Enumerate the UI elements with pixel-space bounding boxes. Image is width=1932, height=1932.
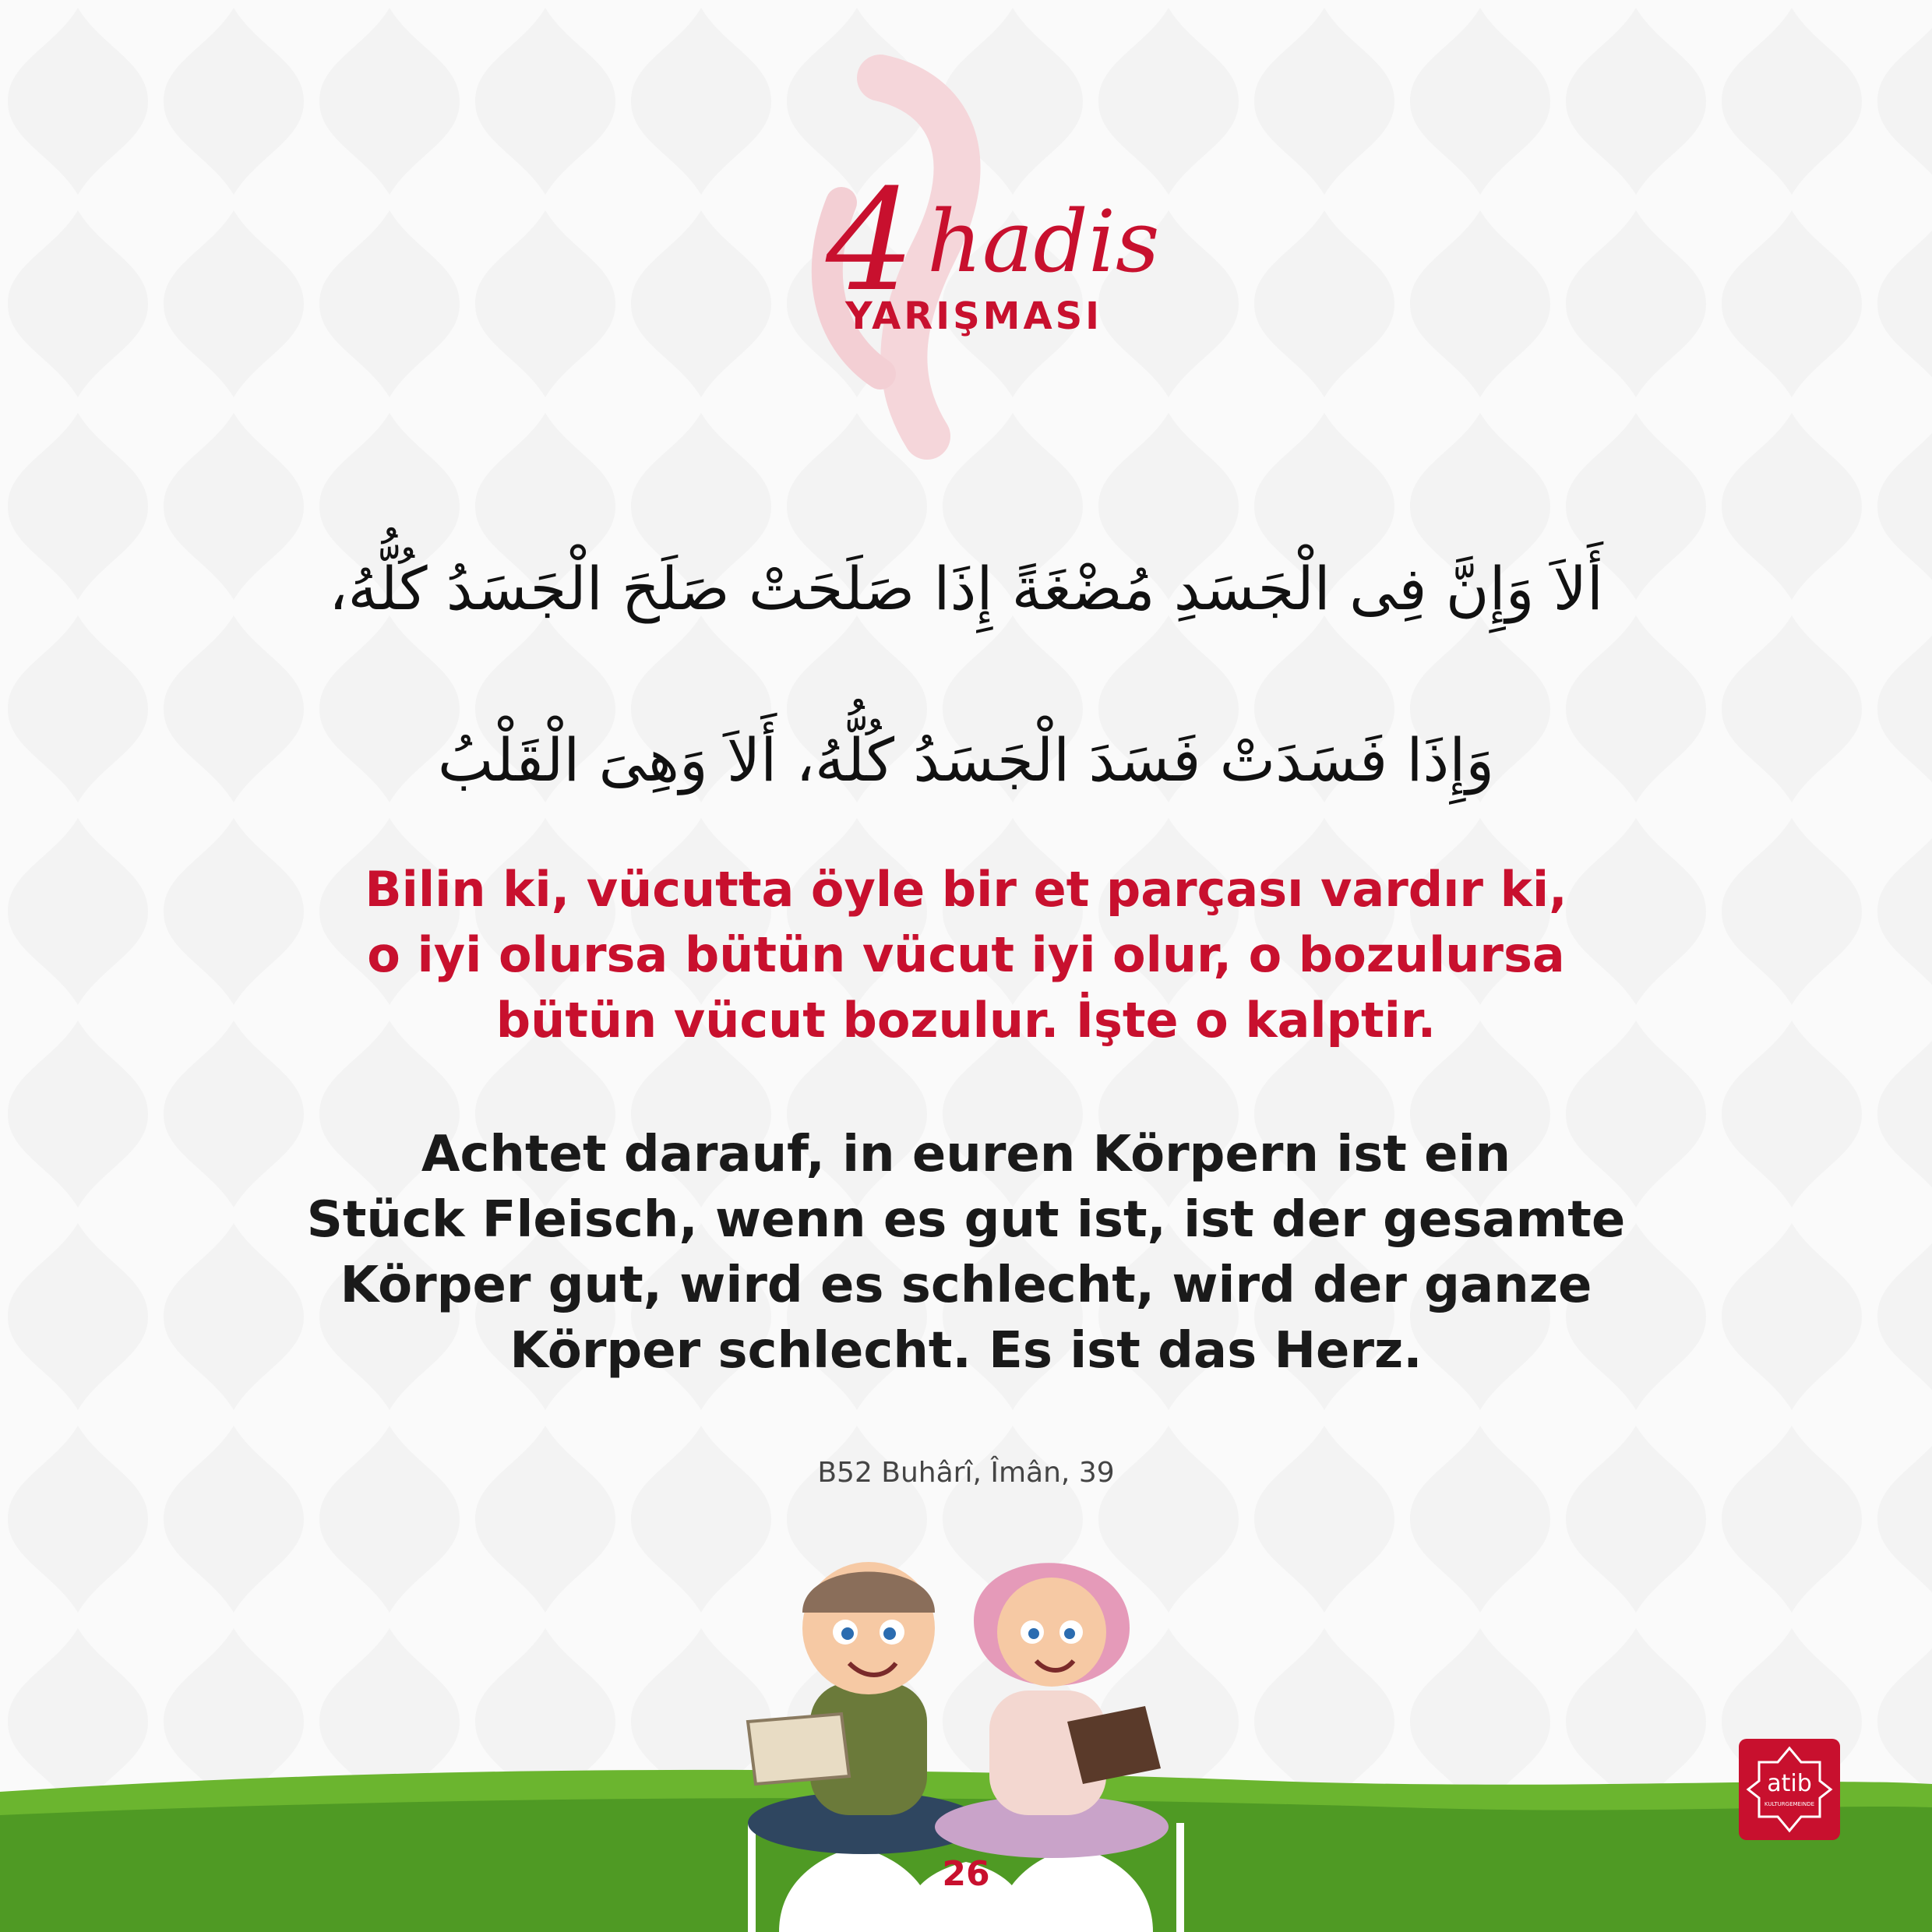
turkish-line: o iyi olursa bütün vücut iyi olur, o bozulursa bbox=[367, 926, 1565, 983]
german-line: Körper gut, wird es schlecht, wird der ganze bbox=[340, 1257, 1592, 1314]
page-number: 26 bbox=[942, 1854, 990, 1894]
atib-logo-icon bbox=[1739, 1739, 1840, 1840]
hadith-source: B52 Buhârî, Îmân, 39 bbox=[817, 1457, 1115, 1489]
german-line: Stück Fleisch, wenn es gut ist, ist der gesamte bbox=[306, 1191, 1626, 1249]
turkish-line: Bilin ki, vücutta öyle bir et parçası vardır ki, bbox=[365, 861, 1567, 918]
german-line: Körper schlecht. Es ist das Herz. bbox=[509, 1322, 1423, 1380]
turkish-line: bütün vücut bozulur. İşte o kalptir. bbox=[495, 992, 1437, 1049]
german-line: Achtet darauf, in euren Körpern ist ein bbox=[421, 1126, 1511, 1183]
brand-name: atib bbox=[1767, 1770, 1812, 1797]
german-translation bbox=[234, 1122, 1698, 1384]
children-reading-icon bbox=[724, 1527, 1192, 1862]
logo-number: 4 bbox=[826, 160, 915, 323]
brand-subtitle: KULTURGEMEINDE bbox=[1764, 1801, 1815, 1807]
logo-subtitle: YARIŞMASI bbox=[844, 294, 1103, 338]
arabic-line-1: أَلاَ وَإِنَّ فِى الْجَسَدِ مُضْغَةً إِذَا صَلَحَتْ صَلَحَ الْجَسَدُ كُلُّهُ، bbox=[328, 554, 1604, 623]
logo-word: hadis bbox=[927, 192, 1160, 291]
turkish-translation bbox=[265, 857, 1667, 1053]
arabic-line-2: وَإِذَا فَسَدَتْ فَسَدَ الْجَسَدُ كُلُّهُ، أَلاَ وَهِىَ الْقَلْبُ bbox=[437, 725, 1495, 795]
